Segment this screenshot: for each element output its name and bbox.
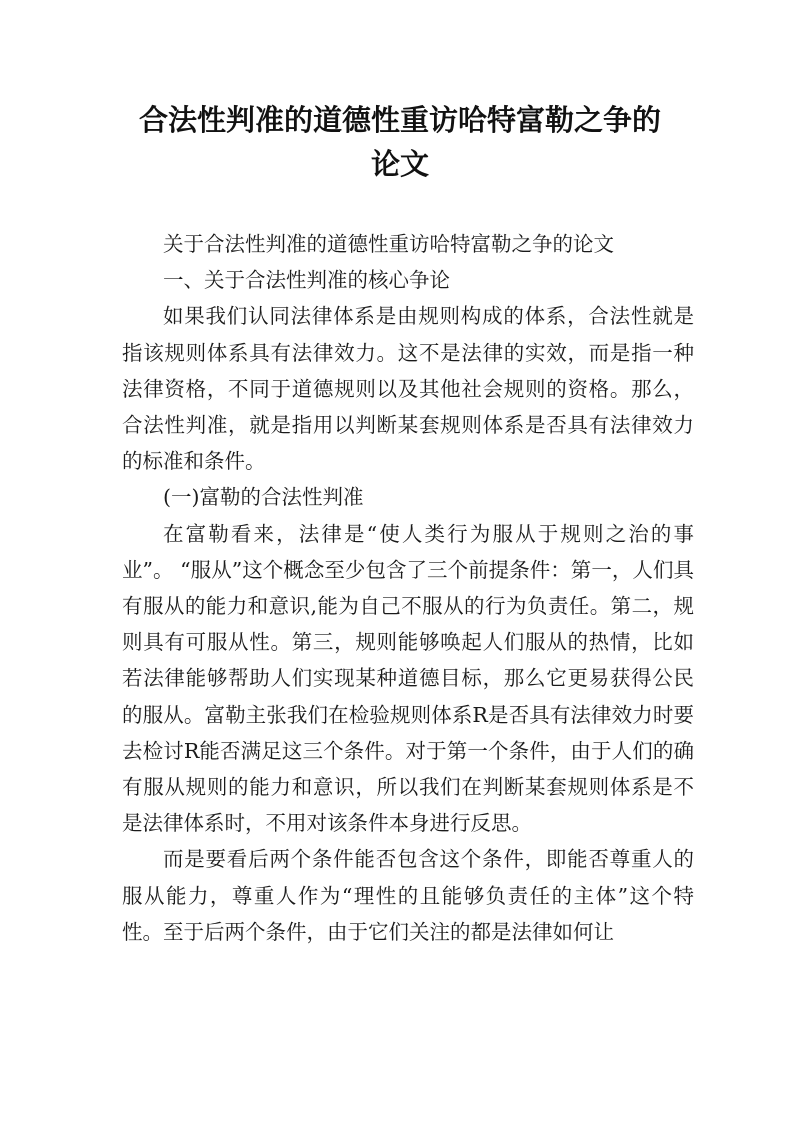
body-paragraph: 如果我们认同法律体系是由规则构成的体系，合法性就是指该规则体系具有法律效力。这不是法律的实效，而是指一种法律资格，不同于道德规则以及其他社会规则的资格。那么，合法性判准，就是指用以判断某套规则体系是否具有法律效力的标准和条件。 [122, 304, 694, 474]
subtitle-paragraph: 关于合法性判准的道德性重访哈特富勒之争的论文 [163, 232, 614, 256]
body-paragraph: 而是要看后两个条件能否包含这个条件，即能否尊重人的服从能力，尊重人作为“理性的且能够负责任的主体”这个特性。至于后两个条件，由于它们关注的都是法律如何让 [122, 847, 694, 944]
subsection-heading: (一)富勒的合法性判准 [163, 485, 364, 510]
document-title-line-2: 论文 [370, 147, 429, 181]
body-paragraph: 在富勒看来，法律是“使人类行为服从于规则之治的事业”。 “服从”这个概念至少包含了三个前提条件：第一，人们具有服从的能力和意识,能为自己不服从的行为负责任。第二，规则具有可服从性。第三，规则能够唤起人们服从的热情，比如若法律能够帮助人们实现某种道德目标，那么它更易获得公民的服从。富勒主张我们在检验规则体系R是否具有法律效力时要去检讨R能否满足这三个条件。对于第一个条件，由于人们的确有服从规则的能力和意识，所以我们在判断某套规则体系是不是法律体系时，不用对该条件本身进行反思。 [122, 521, 694, 836]
document-body [122, 226, 694, 950]
document-title-line-1: 合法性判准的道德性重访哈特富勒之争的 [138, 103, 661, 137]
section-heading: 一、关于合法性判准的核心争论 [163, 268, 450, 293]
